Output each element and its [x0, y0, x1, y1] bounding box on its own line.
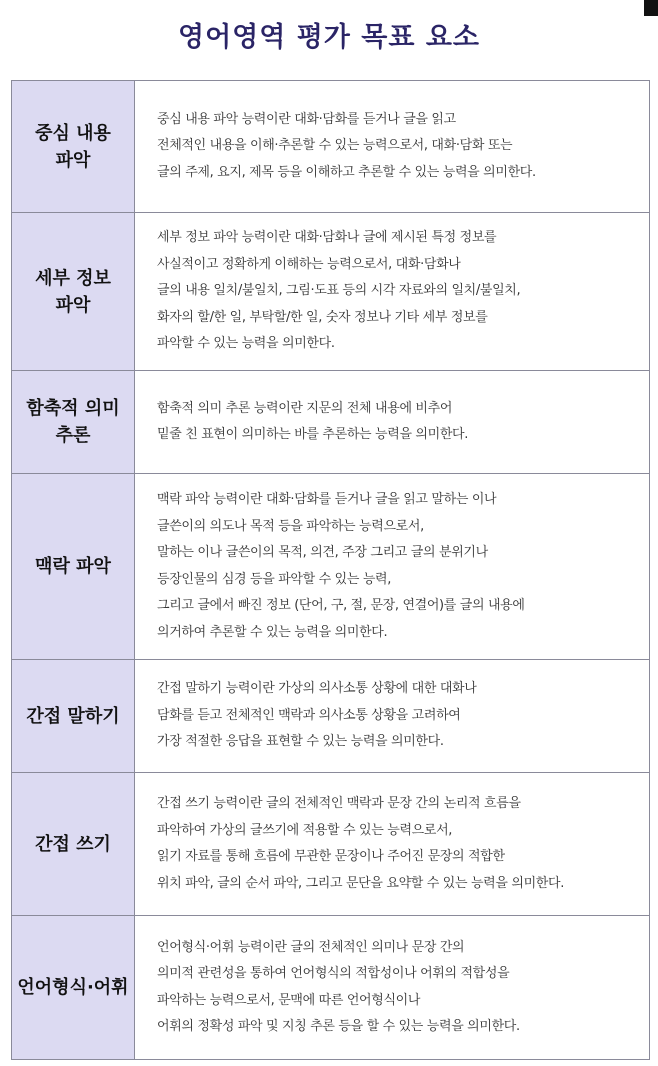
- row-label: 간접 쓰기: [35, 833, 111, 855]
- table-row-main-idea: [12, 81, 649, 213]
- row-description: 세부 정보 파악 능력이란 대화·담화나 글에 제시된 특정 정보를 사실적이고 정확하게 이해하는 능력으로서, 대화·담화나 글의 내용 일치/불일치, 그림·도표 등의 시각 자료와의 일치/불일치, 화자의 할/한 일, 부탁할/한 일, 숫자 정보나 기타 세부 정보를 파악할 수 있는 능력을 의미한다.: [157, 230, 521, 352]
- row-description-cell: [135, 213, 649, 370]
- row-description-cell: [135, 916, 649, 1059]
- row-label: 함축적 의미 추론: [26, 398, 120, 446]
- row-label-cell: [12, 916, 135, 1059]
- row-description-cell: [135, 660, 649, 772]
- row-label-cell: [12, 474, 135, 659]
- row-description: 함축적 의미 추론 능력이란 지문의 전체 내용에 비추어 밑줄 친 표현이 의미하는 바를 추론하는 능력을 의미한다.: [157, 400, 469, 442]
- row-label-cell: [12, 371, 135, 473]
- table-row-language-form-vocabulary: [12, 916, 649, 1060]
- row-description-cell: [135, 474, 649, 659]
- table-row-indirect-writing: [12, 773, 649, 916]
- table-row-implied-meaning: [12, 371, 649, 474]
- row-description: 간접 쓰기 능력이란 글의 전체적인 맥락과 문장 간의 논리적 흐름을 파악하여 가상의 글쓰기에 적용할 수 있는 능력으로서, 읽기 자료를 통해 흐름에 무관한 문장이나 주어진 문장의 적합한 위치 파악, 글의 순서 파악, 그리고 문단을 요약할 수 있는 능력을 의미한다.: [157, 796, 564, 891]
- table-row-detail-info: [12, 213, 649, 371]
- row-label-cell: [12, 213, 135, 370]
- row-description: 간접 말하기 능력이란 가상의 의사소통 상황에 대한 대화나 담화를 듣고 전체적인 맥락과 의사소통 상황을 고려하여 가장 적절한 응답을 표현할 수 있는 능력을 의미한다.: [157, 681, 477, 750]
- page-title: 영어영역 평가 목표 요소: [177, 22, 481, 53]
- row-label: 간접 말하기: [26, 705, 120, 727]
- row-description: 맥락 파악 능력이란 대화·담화를 듣거나 글을 읽고 말하는 이나 글쓴이의 의도나 목적 등을 파악하는 능력으로서, 말하는 이나 글쓴이의 목적, 의견, 주장 그리고 글의 분위기나 등장인물의 심경 등을 파악할 수 있는 능력, 그리고 글에서 빠진 정보 (단어, 구, 절, 문장, 연결어)를 글의 내용에 의거하여 추론할 수 있는 능력을 의미한다.: [157, 492, 525, 640]
- row-label: 맥락 파악: [35, 556, 111, 577]
- row-description: 언어형식·어휘 능력이란 글의 전체적인 의미나 문장 간의 의미적 관련성을 통하여 언어형식의 적합성이나 어휘의 적합성을 파악하는 능력으로서, 문맥에 따른 언어형식이나 어휘의 정확성 파악 및 지칭 추론 등을 할 수 있는 능력을 의미한다.: [157, 939, 520, 1034]
- table-row-context: [12, 474, 649, 660]
- assessment-goals-table: [11, 80, 650, 1060]
- row-description-cell: [135, 371, 649, 473]
- row-label: 언어형식·어휘: [17, 977, 129, 998]
- row-description-cell: [135, 81, 649, 212]
- row-label: 중심 내용 파악: [35, 122, 111, 171]
- table-row-indirect-speaking: [12, 660, 649, 773]
- row-description: 중심 내용 파악 능력이란 대화·담화를 듣거나 글을 읽고 전체적인 내용을 이해·추론할 수 있는 능력으로서, 대화·담화 또는 글의 주제, 요지, 제목 등을 이해하고 추론할 수 있는 능력을 의미한다.: [157, 111, 536, 180]
- row-label-cell: [12, 773, 135, 915]
- row-label-cell: [12, 81, 135, 212]
- row-label: 세부 정보 파악: [35, 267, 111, 316]
- row-description-cell: [135, 773, 649, 915]
- row-label-cell: [12, 660, 135, 772]
- corner-mark: [644, 0, 658, 16]
